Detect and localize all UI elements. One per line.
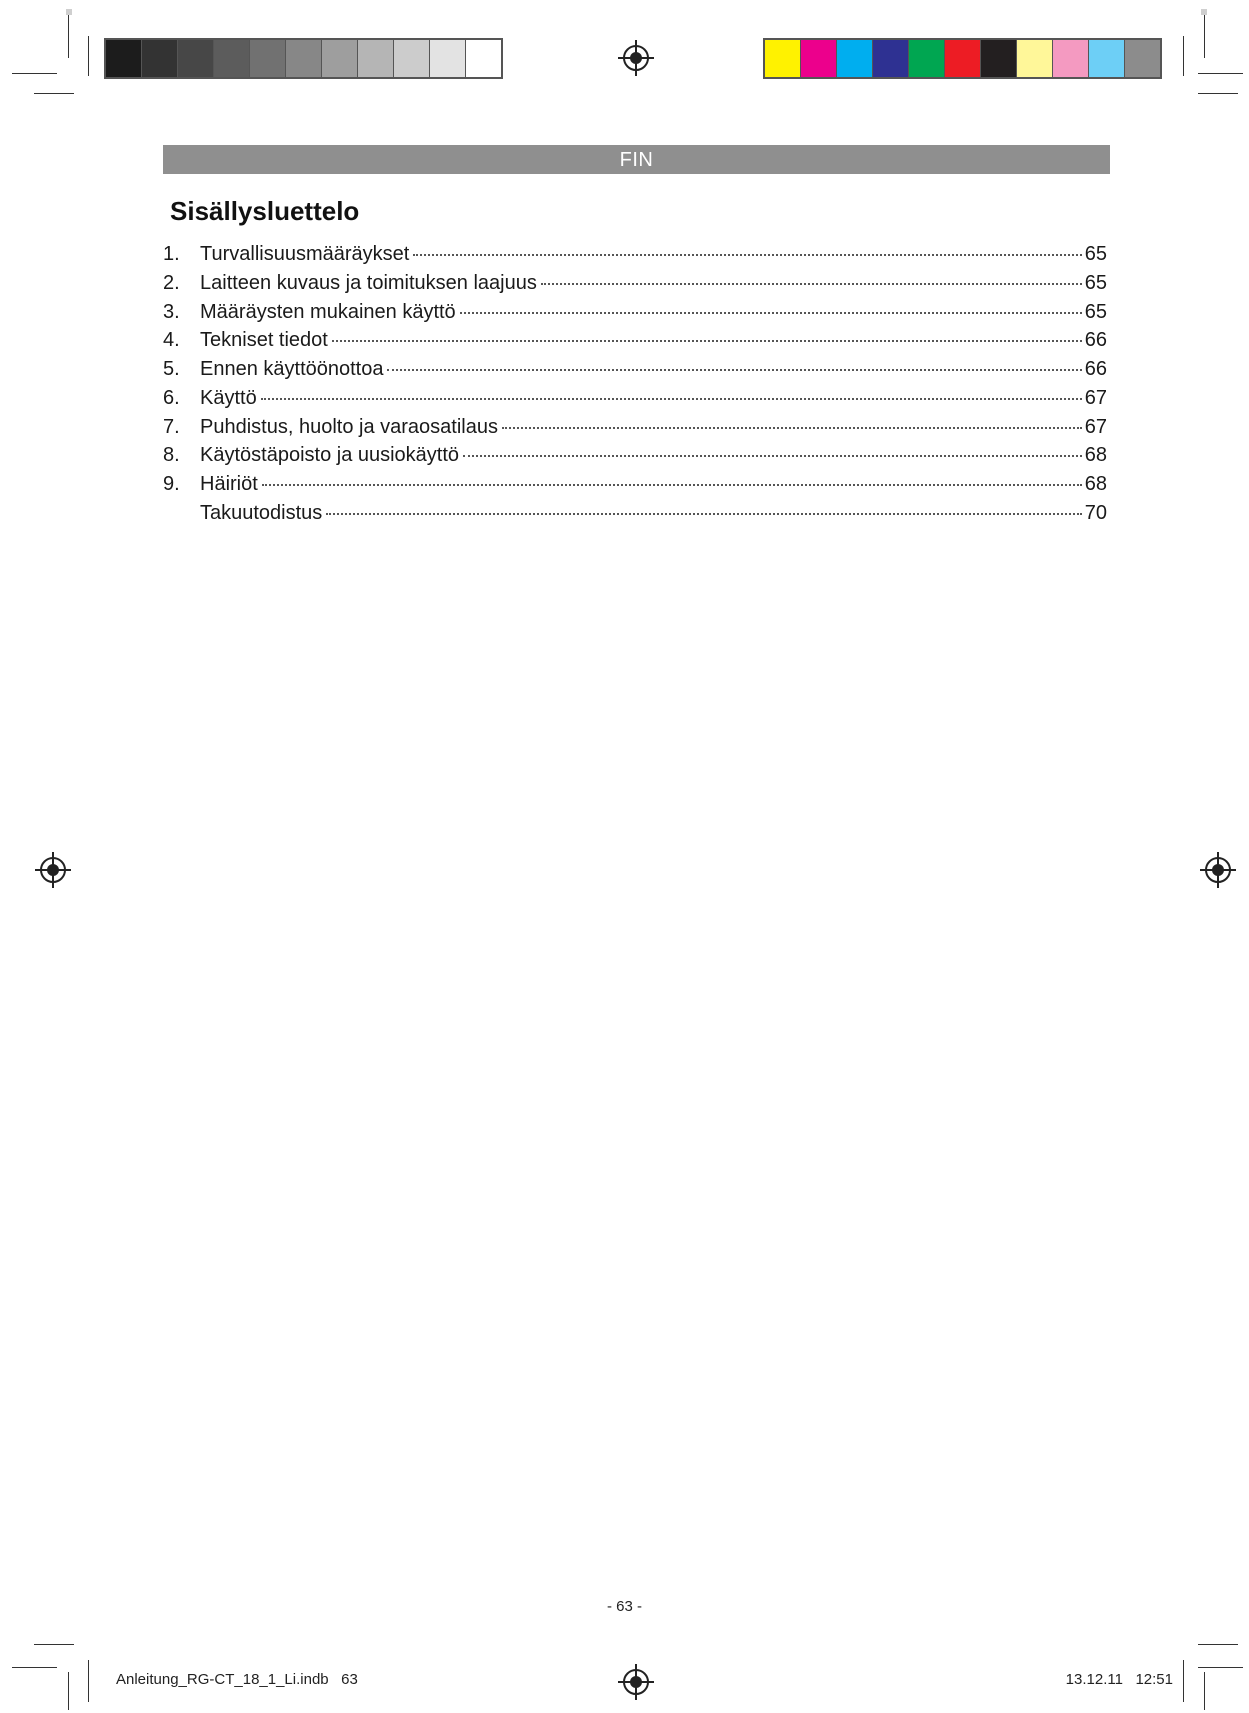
toc-entry-title: Käyttö [200,386,257,409]
toc-entry [163,387,1107,416]
color-swatch [945,40,981,77]
color-swatch [981,40,1017,77]
toc-dot-leader [460,311,1082,314]
toc-entry [163,502,1107,531]
gray-swatch [430,40,466,77]
toc-entry-page: 68 [1084,473,1107,495]
color-swatch [765,40,801,77]
toc-entry-title: Määräysten mukainen käyttö [200,300,456,323]
footer-datetime: 13.12.11 12:51 [1065,1671,1173,1688]
toc-entry-title: Tekniset tiedot [200,329,328,352]
toc-entry-title: Turvallisuusmääräykset [200,243,410,265]
toc-entry-page: 66 [1084,329,1107,352]
color-swatch [1125,40,1160,77]
color-control-bar [763,38,1162,79]
gray-swatch [286,40,322,77]
toc-entry-page: 65 [1084,271,1107,294]
toc-entry-title: Puhdistus, huolto ja varaosatilaus [200,415,498,438]
toc-entry-title: Käytöstäpoisto ja uusiokäyttö [200,444,460,467]
toc-entry [163,243,1107,272]
toc-entry-title: Takuutodistus [200,501,323,524]
color-swatch [873,40,909,77]
toc-dot-leader [463,454,1082,457]
toc-entry-number: 4. [163,329,180,352]
toc-dot-leader [502,426,1082,429]
gray-swatch [394,40,430,77]
toc-entry [163,272,1107,301]
page-number: - 63 - [606,1598,642,1615]
toc-dot-leader [262,483,1082,486]
footer-file-info: Anleitung_RG-CT_18_1_Li.indb 63 [116,1671,358,1688]
toc-entry [163,444,1107,473]
color-swatch [801,40,837,77]
gray-swatch [250,40,286,77]
toc-entry-number: 5. [163,358,180,380]
toc-list [163,243,1107,531]
toc-entry-page: 68 [1084,444,1107,467]
toc-dot-leader [261,397,1082,400]
toc-entry-page: 70 [1084,501,1107,524]
gray-swatch [178,40,214,77]
toc-dot-leader [413,253,1081,256]
toc-entry-number: 8. [163,444,180,467]
toc-entry-page: 66 [1084,358,1107,380]
color-swatch [1053,40,1089,77]
toc-entry [163,416,1107,445]
toc-entry-number: 7. [163,415,180,438]
registration-mark-icon [618,40,654,76]
gray-swatch [466,40,501,77]
toc-entry-title: Ennen käyttöönottoa [200,358,384,380]
toc-entry-number: 2. [163,271,180,294]
toc-entry-number: 3. [163,300,180,323]
toc-dot-leader [387,368,1081,371]
registration-mark-icon [1200,852,1236,888]
toc-title: Sisällysluettelo [170,196,360,226]
gray-swatch [358,40,394,77]
toc-entry [163,329,1107,358]
gray-swatch [142,40,178,77]
toc-entry-number: 9. [163,473,180,495]
gray-swatch [214,40,250,77]
grayscale-control-bar [104,38,503,79]
gray-swatch [106,40,142,77]
toc-entry-page: 65 [1084,243,1107,265]
toc-entry [163,473,1107,502]
toc-dot-leader [326,512,1081,515]
color-swatch [909,40,945,77]
color-swatch [837,40,873,77]
toc-entry-page: 65 [1084,300,1107,323]
toc-entry-page: 67 [1084,415,1107,438]
gray-swatch [322,40,358,77]
toc-entry-number: 1. [163,243,180,265]
toc-dot-leader [332,339,1082,342]
toc-entry-title: Laitteen kuvaus ja toimituksen laajuus [200,271,537,294]
language-band: FIN [163,145,1110,174]
registration-mark-icon [35,852,71,888]
toc-entry [163,358,1107,387]
toc-entry-page: 67 [1084,386,1107,409]
toc-entry [163,301,1107,330]
color-swatch [1089,40,1125,77]
registration-mark-icon [618,1664,654,1700]
toc-dot-leader [541,282,1082,285]
toc-entry-number: 6. [163,386,180,409]
toc-entry-title: Häiriöt [200,473,258,495]
color-swatch [1017,40,1053,77]
